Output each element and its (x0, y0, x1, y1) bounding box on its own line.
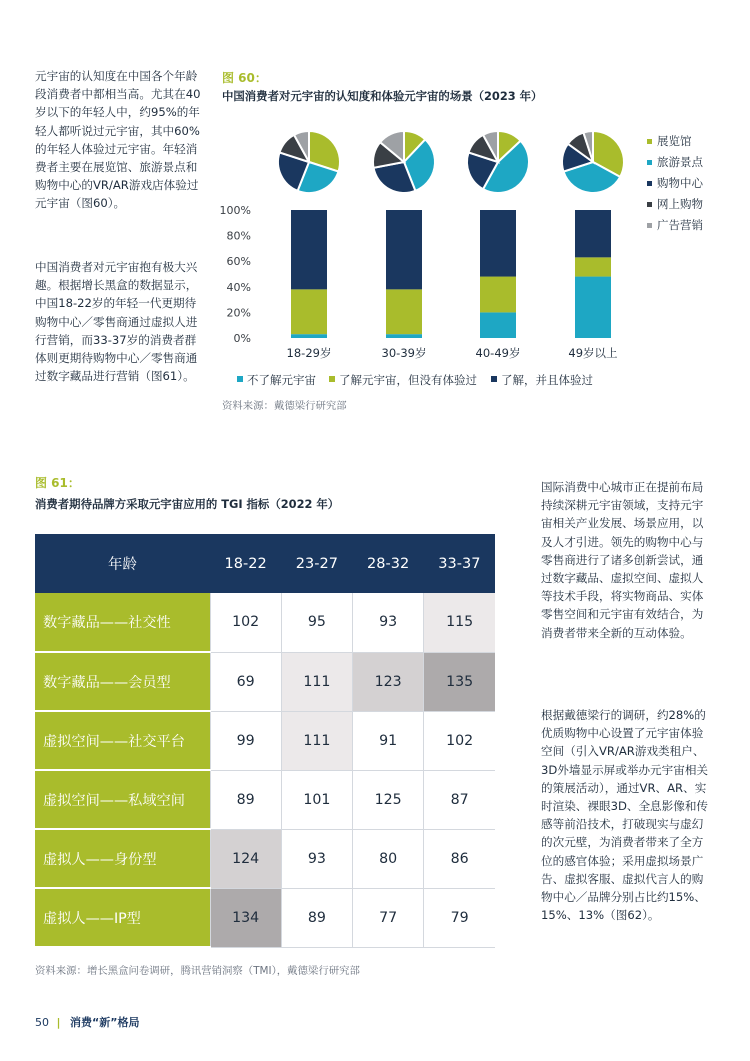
figure-60-label: 图 60： (222, 71, 267, 85)
row-label: 数字藏品——社交性 (35, 593, 210, 652)
x-category-label: 18-29岁 (286, 346, 332, 360)
bar-segment (291, 334, 327, 338)
row-label: 数字藏品——会员型 (35, 652, 210, 711)
tgi-value-cell: 91 (353, 711, 424, 770)
table-row (35, 770, 495, 829)
tgi-value-cell: 93 (353, 593, 424, 652)
figure-61-source: 资料来源：增长黑盒问卷调研，腾讯营销洞察（TMI），戴德梁行研究部 (35, 965, 360, 977)
legend-swatch (647, 160, 652, 165)
legend-label: 不了解元宇宙 (247, 373, 316, 387)
bar-segment (575, 277, 611, 338)
tgi-value-cell: 89 (210, 770, 281, 829)
bar-segment (480, 210, 516, 277)
legend-swatch (647, 202, 652, 207)
tgi-value-cell: 86 (424, 829, 495, 888)
legend-swatch (647, 181, 652, 186)
figure-60-title: 中国消费者对元宇宙的认知度和体验元宇宙的场景（2023 年） (222, 89, 543, 103)
tgi-value-cell: 124 (210, 829, 281, 888)
page-number: 50 (35, 1016, 49, 1029)
legend-label: 了解，并且体验过 (501, 373, 593, 387)
tgi-value-cell: 101 (281, 770, 352, 829)
bar-segment (291, 289, 327, 334)
bar-segment (386, 334, 422, 338)
header-age-group: 28-32 (353, 534, 424, 593)
legend-swatch (491, 376, 497, 382)
tgi-value-cell: 77 (353, 888, 424, 947)
bar-segment (575, 257, 611, 276)
tgi-value-cell: 111 (281, 711, 352, 770)
page-footer (35, 1014, 140, 1030)
legend-label: 展览馆 (657, 134, 692, 148)
tgi-value-cell: 87 (424, 770, 495, 829)
legend-label: 购物中心 (657, 176, 703, 190)
legend-label: 了解元宇宙，但没有体验过 (339, 373, 477, 387)
tgi-value-cell: 102 (210, 593, 281, 652)
x-category-label: 49岁以上 (568, 346, 618, 360)
tgi-value-cell: 99 (210, 711, 281, 770)
table-row (35, 829, 495, 888)
tgi-value-cell: 80 (353, 829, 424, 888)
tgi-value-cell: 89 (281, 888, 352, 947)
figure-60-source: 资料来源：戴德梁行研究部 (222, 400, 347, 412)
tgi-value-cell: 115 (424, 593, 495, 652)
table-row (35, 711, 495, 770)
figure-61-label: 图 61： (35, 476, 80, 490)
legend-swatch (329, 376, 335, 382)
figure-61-title: 消费者期待品牌方采取元宇宙应用的 TGI 指标（2022 年） (35, 497, 340, 511)
y-tick-label: 0% (233, 332, 251, 345)
legend-swatch (237, 376, 243, 382)
tgi-header-row (35, 534, 495, 593)
row-label: 虚拟空间——私域空间 (35, 770, 210, 829)
y-tick-label: 40% (226, 280, 251, 294)
intro-paragraph-interest: 中国消费者对元宇宙抱有极大兴趣。根据增长黑盒的数据显示，中国18-22岁的年轻一代更期待购物中心／零售商通过虚拟人进行营销，而33-37岁的消费者群体则更期待购物中心／零售商通过数字藏品进行营销（图61）。 (35, 260, 198, 384)
x-category-label: 30-39岁 (381, 346, 427, 360)
body-paragraph-survey: 根据戴德梁行的调研，约28%的优质购物中心设置了元宇宙体验空间（引入VR/AR游戏类租户、3D外墙显示屏或举办元宇宙相关的策展活动），通过VR、AR、实时渲染、裸眼3D、全息影像和传感等前沿技术，打破现实与虚幻的次元壁，为消费者带来了全方位的感官体验；采用虚拟场景广告、虚拟客服、虚拟代言人的购物中心／品牌分别占比约15%、15%、13%（图62）。 (541, 708, 709, 923)
header-age-group: 33-37 (424, 534, 495, 593)
tgi-value-cell: 111 (281, 652, 352, 711)
tgi-value-cell: 135 (424, 652, 495, 711)
tgi-value-cell: 69 (210, 652, 281, 711)
header-age-group: 23-27 (281, 534, 352, 593)
bar-segment (480, 312, 516, 338)
tgi-value-cell: 134 (210, 888, 281, 947)
y-tick-label: 60% (226, 255, 251, 269)
intro-paragraph-awareness: 元宇宙的认知度在中国各个年龄段消费者中都相当高。尤其在40岁以下的年轻人中，约95%的年轻人都听说过元宇宙，其中60%的年轻人体验过元宇宙。年轻消费者主要在展览馆、旅游景点和购物中心的VR/AR游戏店体验过元宇宙（图60）。 (35, 69, 201, 211)
legend-swatch (647, 223, 652, 228)
table-row (35, 593, 495, 652)
header-age-group: 18-22 (210, 534, 281, 593)
figure-60-chart (215, 118, 735, 393)
tgi-value-cell: 102 (424, 711, 495, 770)
report-title: 消费“新”格局 (70, 1016, 140, 1029)
row-label: 虚拟空间——社交平台 (35, 711, 210, 770)
bar-segment (386, 210, 422, 289)
footer-separator: | (56, 1016, 61, 1029)
table-row (35, 652, 495, 711)
y-tick-label: 20% (226, 306, 251, 320)
header-age: 年龄 (35, 534, 210, 593)
tgi-value-cell: 79 (424, 888, 495, 947)
tgi-value-cell: 93 (281, 829, 352, 888)
tgi-value-cell: 95 (281, 593, 352, 652)
tgi-value-cell: 123 (353, 652, 424, 711)
tgi-value-cell: 125 (353, 770, 424, 829)
legend-swatch (647, 139, 652, 144)
tgi-table (35, 534, 495, 948)
x-category-label: 40-49岁 (475, 346, 521, 360)
bar-segment (575, 210, 611, 257)
table-row (35, 888, 495, 947)
row-label: 虚拟人——身份型 (35, 829, 210, 888)
y-tick-label: 100% (219, 204, 251, 217)
y-tick-label: 80% (226, 229, 251, 243)
bar-segment (480, 277, 516, 313)
legend-label: 网上购物 (657, 197, 703, 211)
row-label: 虚拟人——IP型 (35, 888, 210, 947)
body-paragraph-city: 国际消费中心城市正在提前布局持续深耕元宇宙领域，支持元宇宙相关产业发展、场景应用，以及人才引进。领先的购物中心与零售商进行了诸多创新尝试，通过数字藏品、虚拟空间、虚拟人等技术手段，将实物商品、实体零售空间和元宇宙有效结合，为消费者带来全新的互动体验。 (541, 480, 704, 640)
bar-segment (386, 289, 422, 334)
legend-label: 旅游景点 (657, 155, 703, 169)
legend-label: 广告营销 (657, 218, 703, 232)
bar-segment (291, 210, 327, 289)
